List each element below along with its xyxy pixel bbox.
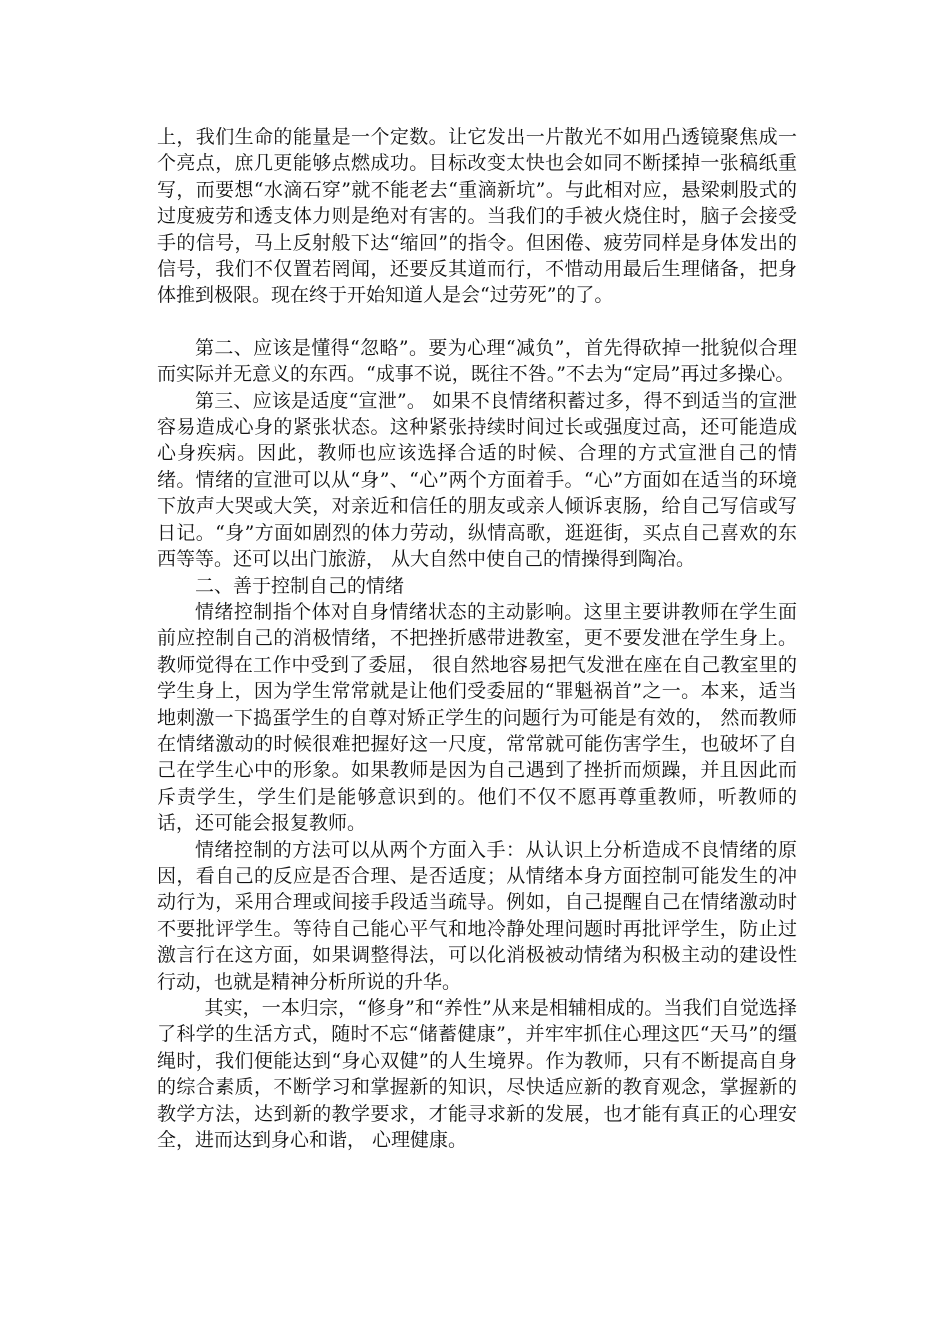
paragraph-point-two: 第二、应该是懂得“忽略”。要为心理“减负”，首先得砍掉一批貌似合理而实际并无意义的东西。“成事不说，既往不咎。”不去为“定局”再过多操心。 — [157, 336, 797, 386]
paragraph-continuation: 上，我们生命的能量是一个定数。让它发出一片散光不如用凸透镜聚焦成一个亮点，庶几更能够点燃成功。目标改变太快也会如同不断揉掉一张稿纸重写，而要想“水滴石穿”就不能老去“重滴新坑”。与此相对应，悬梁刺股式的过度疲劳和透支体力则是绝对有害的。当我们的手被火烧住时，脑子会接受手的信号，马上反射般下达“缩回”的指令。但困倦、疲劳同样是身体发出的信号，我们不仅置若罔闻，还要反其道而行，不惜动用最后生理储备，把身体推到极限。现在终于开始知道人是会“过劳死”的了。 — [157, 126, 797, 307]
paragraph-conclusion: 其实，一本归宗，“修身”和“养性”从来是相辅相成的。当我们自觉选择了科学的生活方式，随时不忘“储蓄健康”，并牢牢抓住心理这匹“天马”的缰绳时，我们便能达到“身心双健”的人生境界。作为教师，只有不断提高自身的综合素质，不断学习和掌握新的知识，尽快适应新的教育观念，掌握新的教学方法，达到新的教学要求，才能寻求新的发展，也才能有真正的心理安全，进而达到身心和谐， 心理健康。 — [157, 997, 797, 1152]
paragraph-gap — [157, 309, 797, 335]
document-page — [157, 124, 797, 1153]
paragraph-point-three: 第三、应该是适度“宣泄”。 如果不良情绪积蓄过多，得不到适当的宣泄容易造成心身的紧张状态。这种紧张持续时间过长或强度过高，还可能造成心身疾病。因此，教师也应该选择合适的时候、合理的方式宣泄自己的情绪。情绪的宣泄可以从“身”、“心”两个方面着手。“心”方面如在适当的环境下放声大哭或大笑，对亲近和信任的朋友或亲人倾诉衷肠，给自己写信或写日记。“身”方面如剧烈的体力劳动，纵情高歌，逛逛街，买点自己喜欢的东西等等。还可以出门旅游， 从大自然中使自己的情操得到陶冶。 — [157, 389, 797, 571]
paragraph-control-methods: 情绪控制的方法可以从两个方面入手：从认识上分析造成不良情绪的原因，看自己的反应是否合理、是否适度；从情绪本身方面控制可能发生的冲动行为，采用合理或间接手段适当疏导。例如，自己提醒自己在情绪激动时不要批评学生。等待自己能心平气和地冷静处理问题时再批评学生，防止过激言行在这方面，如果调整得法，可以化消极被动情绪为积极主动的建设性行动，也就是精神分析所说的升华。 — [157, 838, 797, 993]
section-heading: 二、善于控制自己的情绪 — [195, 574, 405, 597]
paragraph-emotion-control: 情绪控制指个体对自身情绪状态的主动影响。这里主要讲教师在学生面前应控制自己的消极情绪，不把挫折感带进教室，更不要发泄在学生身上。教师觉得在工作中受到了委屈， 很自然地容易把气发泄在座在自己教室里的学生身上，因为学生常常就是让他们受委屈的“罪魁祸首”之一。本来，适当地刺激一下捣蛋学生的自尊对矫正学生的问题行为可能是有效的， 然而教师在情绪激动的时候很难把握好这一尺度，常常就可能伤害学生，也破坏了自己在学生心中的形象。如果教师是因为自己遇到了挫折而烦躁，并且因此而斥责学生，学生们是能够意识到的。他们不仅不愿再尊重教师，听教师的话，还可能会报复教师。 — [157, 600, 797, 835]
